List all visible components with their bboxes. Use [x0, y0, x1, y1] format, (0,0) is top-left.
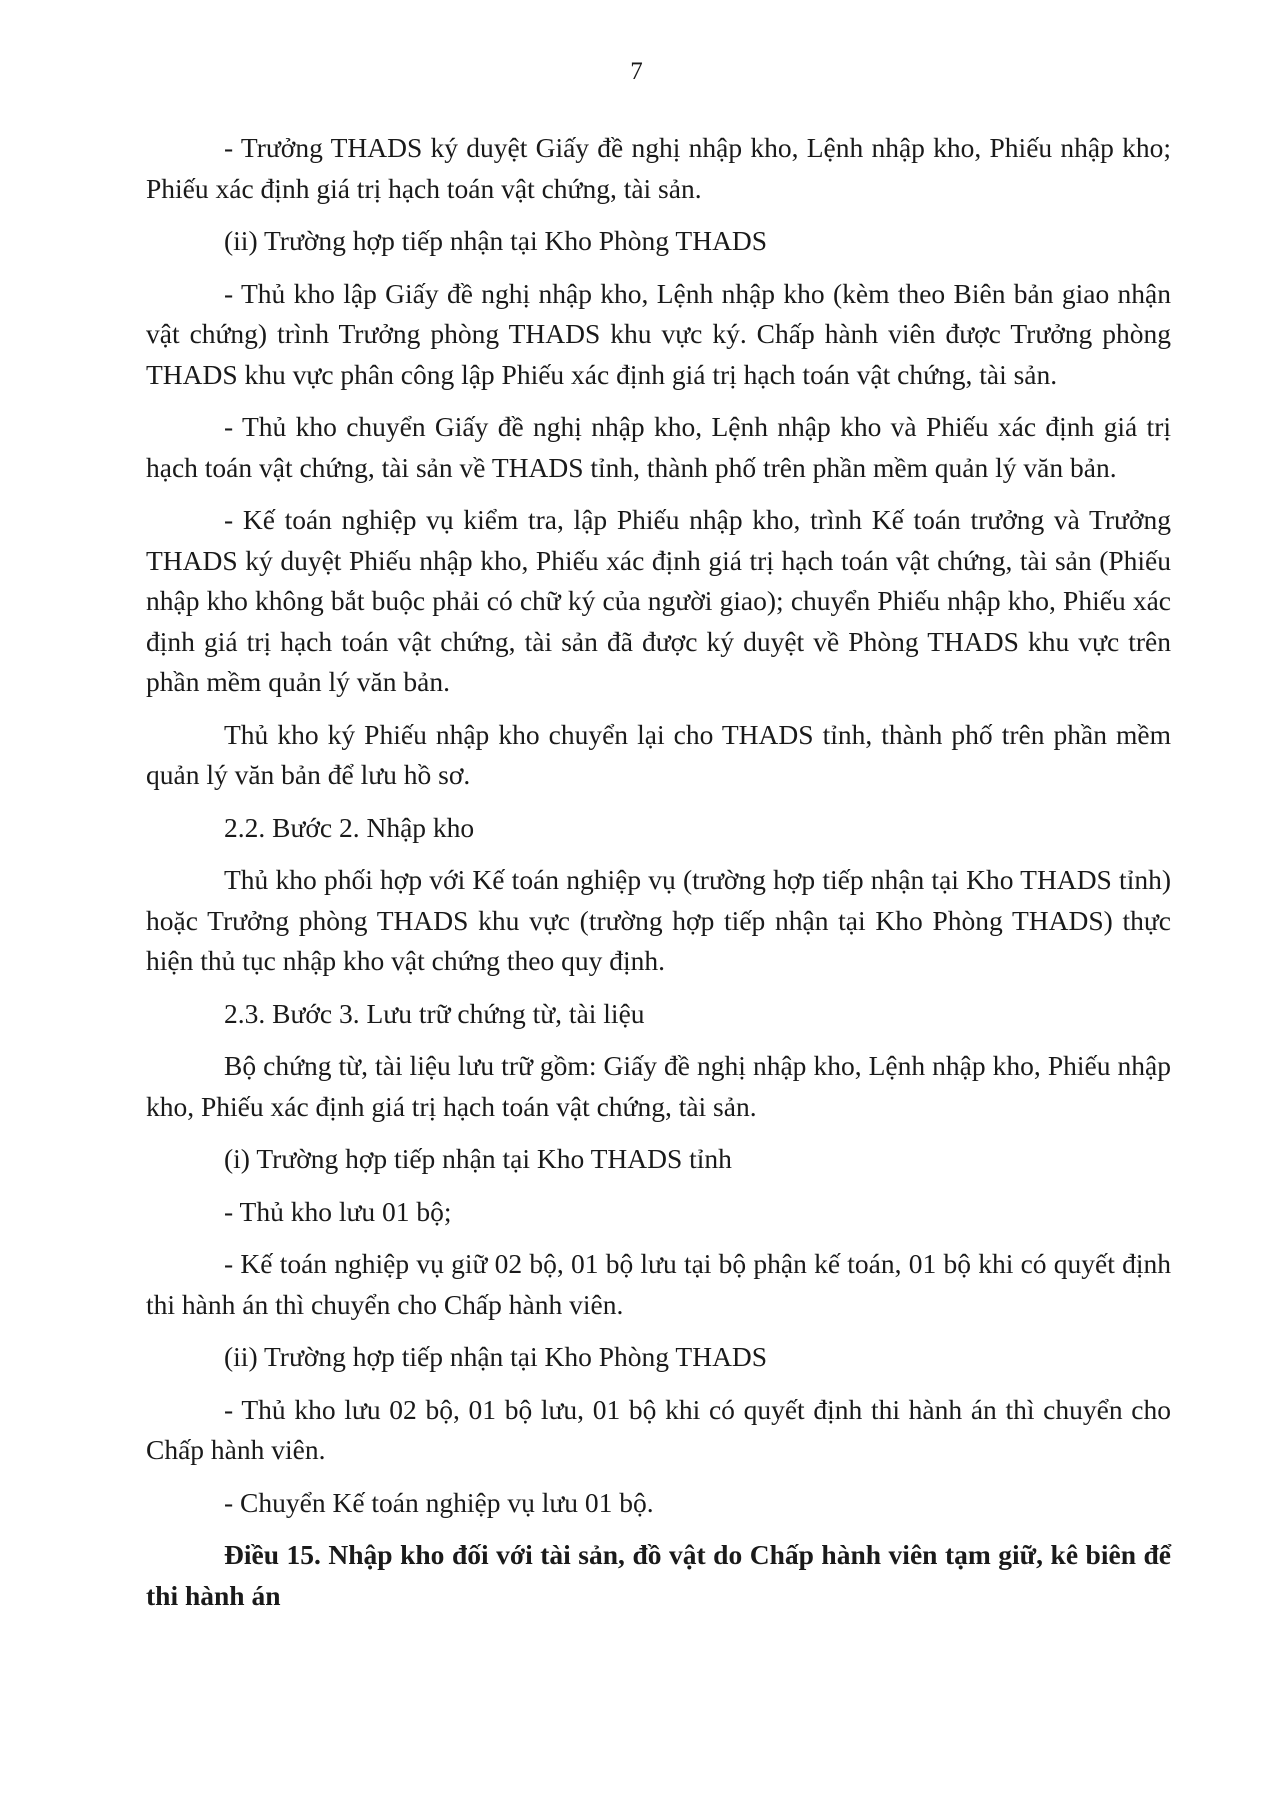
section-heading: 2.3. Bước 3. Lưu trữ chứng từ, tài liệu	[224, 997, 645, 1029]
paragraph: - Thủ kho lưu 01 bộ;	[224, 1195, 452, 1227]
article-heading: Điều 15. Nhập kho đối với tài sản, đồ vật do Chấp hành viên tạm giữ, kê biên để thi hành án	[146, 1539, 1171, 1611]
paragraph: - Trưởng THADS ký duyệt Giấy đề nghị nhập kho, Lệnh nhập kho, Phiếu nhập kho; Phiếu xác định giá trị hạch toán vật chứng, tài sản.	[146, 132, 1171, 204]
paragraph: - Thủ kho chuyển Giấy đề nghị nhập kho, Lệnh nhập kho và Phiếu xác định giá trị hạch toán vật chứng, tài sản về THADS tỉnh, thành phố trên phần mềm quản lý văn bản.	[146, 411, 1171, 483]
paragraph: - Chuyển Kế toán nghiệp vụ lưu 01 bộ.	[224, 1486, 654, 1518]
paragraph: - Thủ kho lưu 02 bộ, 01 bộ lưu, 01 bộ khi có quyết định thi hành án thì chuyển cho Chấp hành viên.	[146, 1393, 1171, 1465]
paragraph: Bộ chứng từ, tài liệu lưu trữ gồm: Giấy đề nghị nhập kho, Lệnh nhập kho, Phiếu nhập kho, Phiếu xác định giá trị hạch toán vật chứng, tài sản.	[146, 1050, 1171, 1122]
paragraph: Thủ kho ký Phiếu nhập kho chuyển lại cho THADS tỉnh, thành phố trên phần mềm quản lý văn bản để lưu hồ sơ.	[146, 718, 1171, 790]
section-heading: 2.2. Bước 2. Nhập kho	[224, 811, 475, 843]
paragraph: (ii) Trường hợp tiếp nhận tại Kho Phòng THADS	[224, 1341, 768, 1372]
paragraph: Thủ kho phối hợp với Kế toán nghiệp vụ (trường hợp tiếp nhận tại Kho THADS tỉnh) hoặc Trưởng phòng THADS khu vực (trường hợp tiếp nhận tại Kho Phòng THADS) thực hiện thủ tục nhập kho vật chứng theo quy định.	[146, 864, 1171, 976]
paragraph: (ii) Trường hợp tiếp nhận tại Kho Phòng THADS	[224, 225, 768, 256]
paragraph: - Thủ kho lập Giấy đề nghị nhập kho, Lệnh nhập kho (kèm theo Biên bản giao nhận vật chứng) trình Trưởng phòng THADS khu vực ký. Chấp hành viên được Trưởng phòng THADS khu vực phân công lập Phiếu xác định giá trị hạch toán vật chứng, tài sản.	[146, 277, 1171, 390]
page-number: 7	[630, 58, 643, 85]
paragraph: (i) Trường hợp tiếp nhận tại Kho THADS tỉnh	[224, 1143, 732, 1174]
paragraph: - Kế toán nghiệp vụ kiểm tra, lập Phiếu nhập kho, trình Kế toán trưởng và Trưởng THADS ký duyệt Phiếu nhập kho, Phiếu xác định giá trị hạch toán vật chứng, tài sản (Phiếu nhập kho không bắt buộc phải có chữ ký của người giao); chuyển Phiếu nhập kho, Phiếu xác định giá trị hạch toán vật chứng, tài sản đã được ký duyệt về Phòng THADS khu vực trên phần mềm quản lý văn bản.	[146, 504, 1171, 697]
paragraph: - Kế toán nghiệp vụ giữ 02 bộ, 01 bộ lưu tại bộ phận kế toán, 01 bộ khi có quyết định thi hành án thì chuyển cho Chấp hành viên.	[146, 1248, 1171, 1320]
document-body	[146, 128, 1171, 1628]
